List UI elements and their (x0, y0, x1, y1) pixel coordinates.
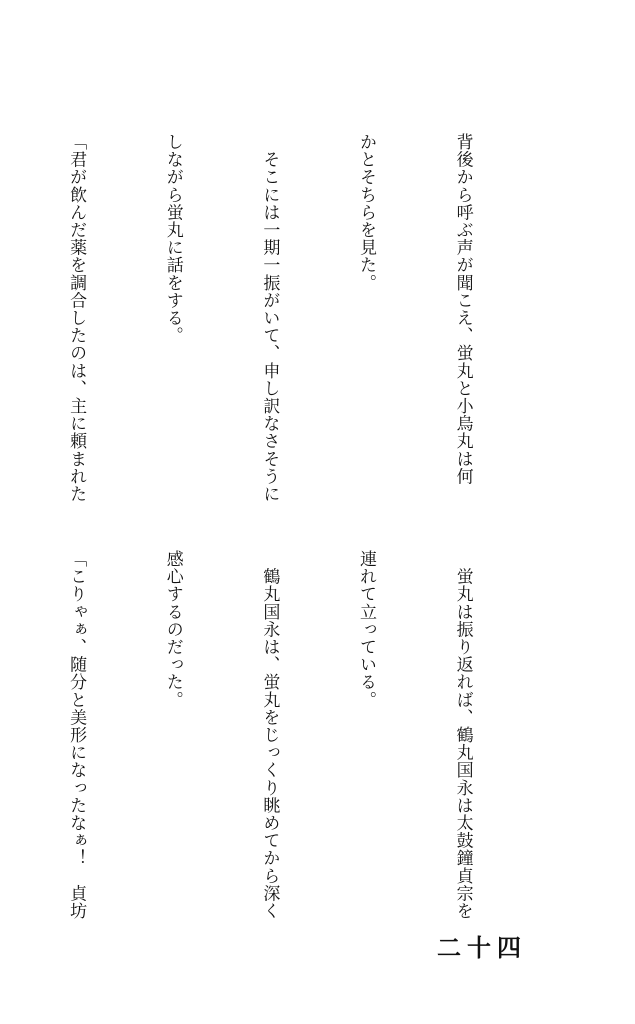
text-line: 鶴丸国永は、蛍丸をじっくり眺めてから深く (259, 550, 280, 920)
text-line: そこには一期一振がいて、申し訳なさそうに (259, 133, 280, 503)
text-line: 背後から呼ぶ声が聞こえ、蛍丸と小烏丸は何 (452, 133, 473, 485)
text-line: 連れて立っている。 (355, 550, 376, 709)
text-line: しながら蛍丸に話をする。 (162, 133, 183, 345)
lower-text-block (0, 550, 543, 930)
upper-text-block (0, 133, 543, 513)
text-line: 「君が飲んだ薬を調合したのは、主に頼まれた (66, 133, 87, 503)
text-line: 蛍丸は振り返れば、鶴丸国永は太鼓鐘貞宗を (452, 550, 473, 920)
page-number: 二十四 (437, 933, 527, 962)
text-line: 「こりゃぁ、随分と美形になったなぁ！ 貞坊 (66, 550, 87, 920)
text-line: かとそちらを見た。 (355, 133, 376, 292)
text-line: 感心するのだった。 (162, 550, 183, 709)
